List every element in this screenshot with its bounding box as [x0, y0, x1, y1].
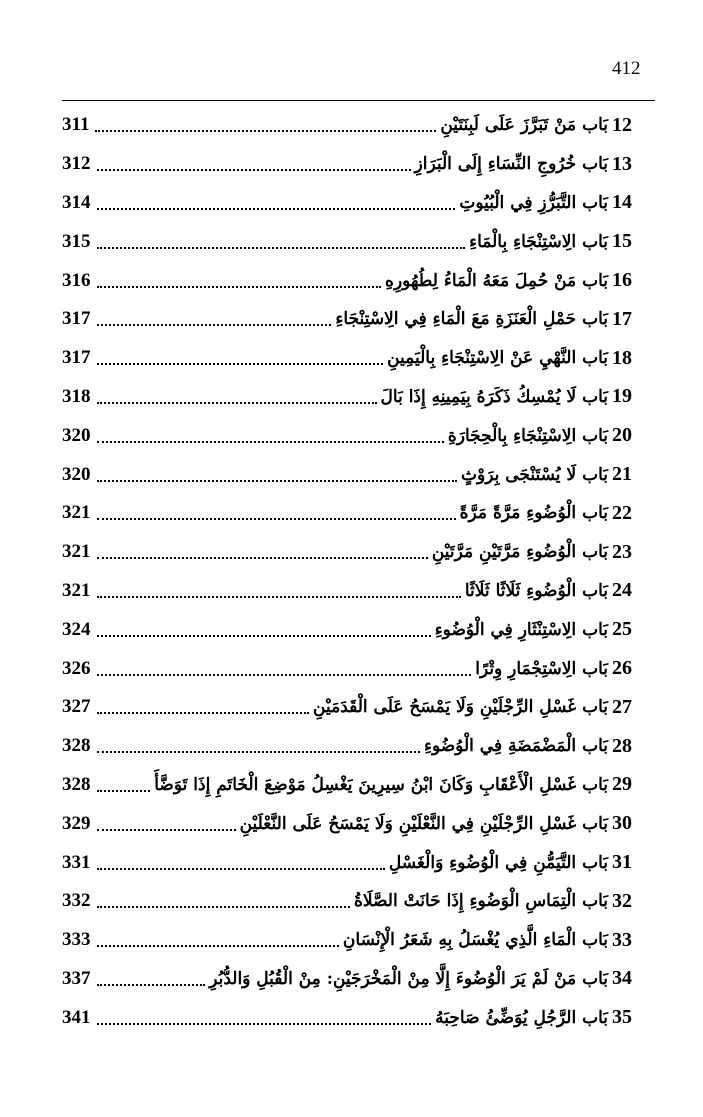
entry-number: 31 — [612, 851, 632, 874]
dot-leader — [97, 468, 458, 482]
toc-entry — [62, 106, 632, 145]
dot-leader — [97, 157, 411, 171]
dot-leader — [97, 623, 431, 637]
entry-title: بَاب الِاسْتِجْمَارِ وِتْرًا — [475, 658, 608, 679]
entry-page: 332 — [62, 890, 91, 912]
entry-page: 312 — [62, 153, 91, 175]
page-number: 412 — [612, 58, 641, 79]
entry-title: بَاب الْوُضُوءِ ثَلَاثًا ثَلَاثًا — [464, 580, 608, 601]
header-rule — [62, 100, 655, 101]
entry-title: بَاب لَا يُمْسِكُ ذَكَرَهُ بِيَمِينِهِ إِذَا بَالَ — [380, 386, 608, 407]
entry-page: 320 — [62, 424, 91, 446]
entry-number: 12 — [612, 113, 632, 136]
entry-page: 311 — [62, 114, 90, 136]
dot-leader — [97, 1011, 432, 1025]
entry-number: 27 — [612, 695, 632, 718]
entry-number: 17 — [612, 307, 632, 330]
toc-entry — [62, 572, 632, 611]
entry-title: بَاب مَنْ تَبَرَّزَ عَلَى لَبِنَتَيْنِ — [440, 115, 608, 136]
toc-entry — [62, 688, 632, 727]
entry-number: 33 — [612, 928, 632, 951]
dot-leader — [97, 584, 461, 598]
entry-number: 28 — [612, 734, 632, 757]
entry-number: 14 — [612, 191, 632, 214]
entry-number: 34 — [612, 967, 632, 990]
toc-entry — [62, 494, 632, 533]
entry-page: 321 — [62, 541, 91, 563]
toc-entry — [62, 416, 632, 455]
toc-entry — [62, 145, 632, 184]
entry-page: 337 — [62, 967, 91, 989]
entry-title: بَاب الْمَاءِ الَّذِي يُغْسَلُ بِهِ شَعَرُ الْإِنْسَانِ — [342, 930, 608, 951]
entry-page: 324 — [62, 618, 91, 640]
entry-title: بَاب غَسْلِ الرِّجْلَيْنِ فِي النَّعْلَيْنِ وَلَا يَمْسَحُ عَلَى النَّعْلَيْنِ — [239, 813, 608, 834]
entry-page: 329 — [62, 812, 91, 834]
dot-leader — [97, 739, 420, 753]
toc-entry — [62, 300, 632, 339]
dot-leader — [97, 506, 456, 520]
dot-leader — [97, 196, 456, 210]
dot-leader — [97, 972, 206, 986]
dot-leader — [97, 700, 310, 714]
entry-title: بَاب الِاسْتِنْجَاءِ بِالْمَاءِ — [469, 231, 608, 252]
dot-leader — [97, 933, 339, 947]
entry-title: بَاب غَسْلِ الْأَعْقَابِ وَكَانَ ابْنُ سِيرِينَ يَغْسِلُ مَوْضِعَ الْخَاتَمِ إِذَا تَوَضَّأَ — [154, 774, 608, 795]
entry-number: 21 — [612, 463, 632, 486]
entry-title: بَاب حَمْلِ الْعَنَزَةِ مَعَ الْمَاءِ فِي الِاسْتِنْجَاءِ — [335, 309, 608, 330]
toc-entry — [62, 766, 632, 805]
entry-number: 30 — [612, 812, 632, 835]
entry-title: بَاب الِاسْتِنْجَاءِ بِالْحِجَارَةِ — [447, 425, 608, 446]
entry-page: 317 — [62, 308, 91, 330]
entry-number: 24 — [612, 579, 632, 602]
entry-number: 15 — [612, 230, 632, 253]
entry-title: بَاب الْمَضْمَضَةِ فِي الْوُضُوءِ — [423, 736, 608, 757]
entry-page: 321 — [62, 579, 91, 601]
toc-entry — [62, 649, 632, 688]
dot-leader — [97, 390, 377, 404]
entry-page: 326 — [62, 657, 91, 679]
toc-entry — [62, 339, 632, 378]
entry-number: 20 — [612, 424, 632, 447]
entry-title: بَاب الْوُضُوءِ مَرَّتَيْنِ مَرَّتَيْنِ — [431, 542, 608, 563]
dot-leader — [97, 778, 151, 792]
entry-page: 328 — [62, 735, 91, 757]
dot-leader — [97, 894, 350, 908]
entry-title: بَاب لَا يُسْتَنْجَى بِرَوْثٍ — [461, 464, 608, 485]
toc-entry — [62, 998, 632, 1037]
entry-page: 327 — [62, 696, 91, 718]
table-of-contents — [62, 106, 632, 1037]
toc-entry — [62, 882, 632, 921]
entry-number: 35 — [612, 1006, 632, 1029]
toc-entry — [62, 921, 632, 960]
dot-leader — [97, 545, 428, 559]
entry-page: 341 — [62, 1006, 91, 1028]
toc-entry — [62, 727, 632, 766]
entry-page: 317 — [62, 347, 91, 369]
entry-title: بَاب الرَّجُلِ يُوَضِّئُ صَاحِبَهُ — [435, 1007, 608, 1028]
toc-entry — [62, 533, 632, 572]
toc-entry — [62, 261, 632, 300]
entry-page: 331 — [62, 851, 91, 873]
entry-page: 328 — [62, 773, 91, 795]
entry-title: بَاب الِاسْتِنْثَارِ فِي الْوُضُوءِ — [434, 619, 608, 640]
entry-page: 316 — [62, 269, 91, 291]
entry-title: بَاب خُرُوجِ النِّسَاءِ إِلَى الْبَرَازِ — [414, 154, 608, 175]
entry-title: بَاب الْتِمَاسِ الْوَضُوءِ إِذَا حَانَتْ الصَّلَاةُ — [353, 891, 608, 912]
entry-page: 314 — [62, 191, 91, 213]
entry-number: 29 — [612, 773, 632, 796]
entry-page: 333 — [62, 929, 91, 951]
entry-title: بَاب مَنْ حُمِلَ مَعَهُ الْمَاءُ لِطُهُورِهِ — [385, 270, 608, 291]
entry-number: 22 — [612, 501, 632, 524]
toc-entry — [62, 804, 632, 843]
dot-leader — [97, 817, 236, 831]
toc-entry — [62, 610, 632, 649]
dot-leader — [97, 274, 382, 288]
entry-page: 320 — [62, 463, 91, 485]
entry-number: 19 — [612, 385, 632, 408]
toc-entry — [62, 455, 632, 494]
entry-number: 23 — [612, 540, 632, 563]
dot-leader — [97, 235, 466, 249]
entry-number: 16 — [612, 269, 632, 292]
entry-number: 18 — [612, 346, 632, 369]
dot-leader — [95, 118, 436, 132]
toc-entry — [62, 184, 632, 223]
entry-title: بَاب التَّيَمُّنِ فِي الْوُضُوءِ وَالْغَسْلِ — [388, 852, 608, 873]
toc-entry — [62, 378, 632, 417]
entry-number: 13 — [612, 152, 632, 175]
entry-title: بَاب غَسْلِ الرِّجْلَيْنِ وَلَا يَمْسَحُ عَلَى الْقَدَمَيْنِ — [313, 697, 608, 718]
dot-leader — [97, 856, 385, 870]
dot-leader — [97, 662, 472, 676]
entry-title: بَاب الْوُضُوءِ مَرَّةً مَرَّةً — [459, 503, 608, 524]
toc-entry — [62, 843, 632, 882]
entry-page: 318 — [62, 385, 91, 407]
toc-entry — [62, 222, 632, 261]
toc-entry — [62, 960, 632, 999]
entry-number: 32 — [612, 889, 632, 912]
entry-page: 315 — [62, 230, 91, 252]
entry-number: 26 — [612, 657, 632, 680]
entry-title: بَاب التَّبَرُّزِ فِي الْبُيُوتِ — [459, 192, 608, 213]
dot-leader — [97, 312, 332, 326]
entry-title: بَاب النَّهْيِ عَنْ الِاسْتِنْجَاءِ بِالْيَمِينِ — [387, 348, 608, 369]
entry-title: بَاب مَنْ لَمْ يَرَ الْوُضُوءَ إِلَّا مِنْ الْمَخْرَجَيْنِ: مِنْ الْقُبُلِ وَالدُّبُرِ — [209, 968, 608, 989]
dot-leader — [97, 351, 384, 365]
entry-page: 321 — [62, 502, 91, 524]
entry-number: 25 — [612, 618, 632, 641]
dot-leader — [97, 429, 444, 443]
